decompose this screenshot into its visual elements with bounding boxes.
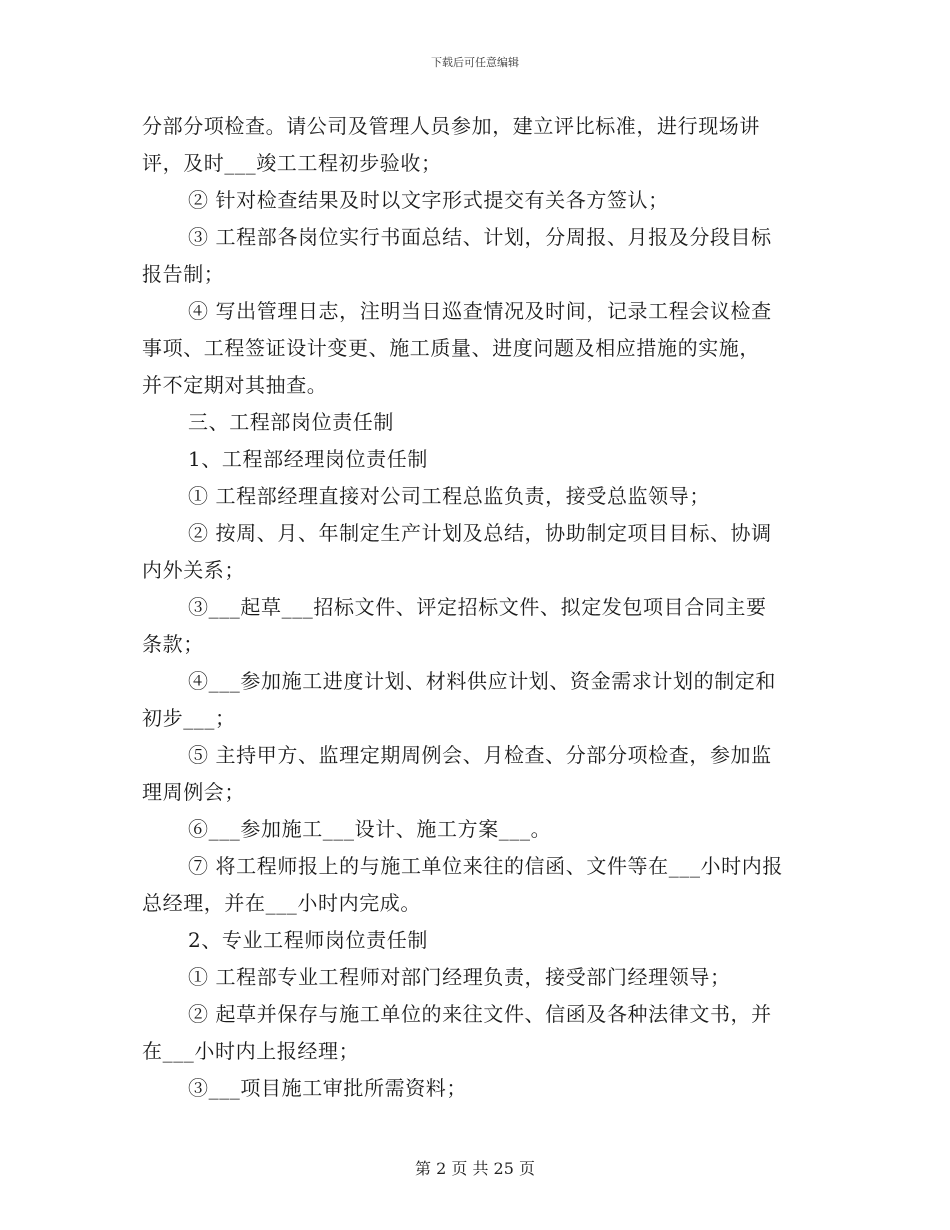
text-line: ④___参加施工进度计划、材料供应计划、资金需求计划的制定和 xyxy=(188,669,776,693)
document-body xyxy=(142,108,814,1107)
text-line: ① 工程部专业工程师对部门经理负责，接受部门经理领导； xyxy=(188,965,731,989)
text-line: ⑤ 主持甲方、监理定期周例会、月检查、分部分项检查，参加监 xyxy=(188,743,772,767)
text-line: 2、专业工程师岗位责任制 xyxy=(188,928,428,952)
text-line: ③___起草___招标文件、评定招标文件、拟定发包项目合同主要 xyxy=(188,595,767,619)
page-header: 下载后可任意编辑 xyxy=(431,56,519,69)
text-line: ② 针对检查结果及时以文字形式提交有关各方签认； xyxy=(188,188,669,212)
text-line: 并不定期对其抽查。 xyxy=(142,373,328,397)
text-line: 评，及时___竣工工程初步验收； xyxy=(142,151,442,175)
text-line: 初步___； xyxy=(142,706,236,730)
page-footer: 第 2 页 共 25 页 xyxy=(415,1159,535,1178)
text-line: 报告制； xyxy=(142,262,225,286)
text-line: 分部分项检查。请公司及管理人员参加，建立评比标准，进行现场讲 xyxy=(142,114,760,138)
text-line: ⑥___参加施工___设计、施工方案___。 xyxy=(188,817,552,841)
text-line: ② 按周、月、年制定生产计划及总结，协助制定项目目标、协调 xyxy=(188,521,772,545)
text-line: 内外关系； xyxy=(142,558,245,582)
text-line: 总经理，并在___小时内完成。 xyxy=(142,891,421,915)
text-line: 事项、工程签证设计变更、施工质量、进度问题及相应措施的实施， xyxy=(142,336,760,360)
text-line: 理周例会； xyxy=(142,780,245,804)
text-line: 条款； xyxy=(142,632,204,656)
text-line: 1、工程部经理岗位责任制 xyxy=(188,447,428,471)
text-line: ③ 工程部各岗位实行书面总结、计划，分周报、月报及分段目标 xyxy=(188,225,772,249)
text-line: ⑦ 将工程师报上的与施工单位来往的信函、文件等在___小时内报 xyxy=(188,854,783,878)
text-line: ② 起草并保存与施工单位的来往文件、信函及各种法律文书，并 xyxy=(188,1002,772,1026)
text-line: 在___小时内上报经理； xyxy=(142,1039,360,1063)
text-line: ③___项目施工审批所需资料； xyxy=(188,1076,467,1100)
text-line: ① 工程部经理直接对公司工程总监负责，接受总监领导； xyxy=(188,484,710,508)
text-line: 三、工程部岗位责任制 xyxy=(188,410,394,434)
text-line: ④ 写出管理日志，注明当日巡查情况及时间，记录工程会议检查 xyxy=(188,299,772,323)
